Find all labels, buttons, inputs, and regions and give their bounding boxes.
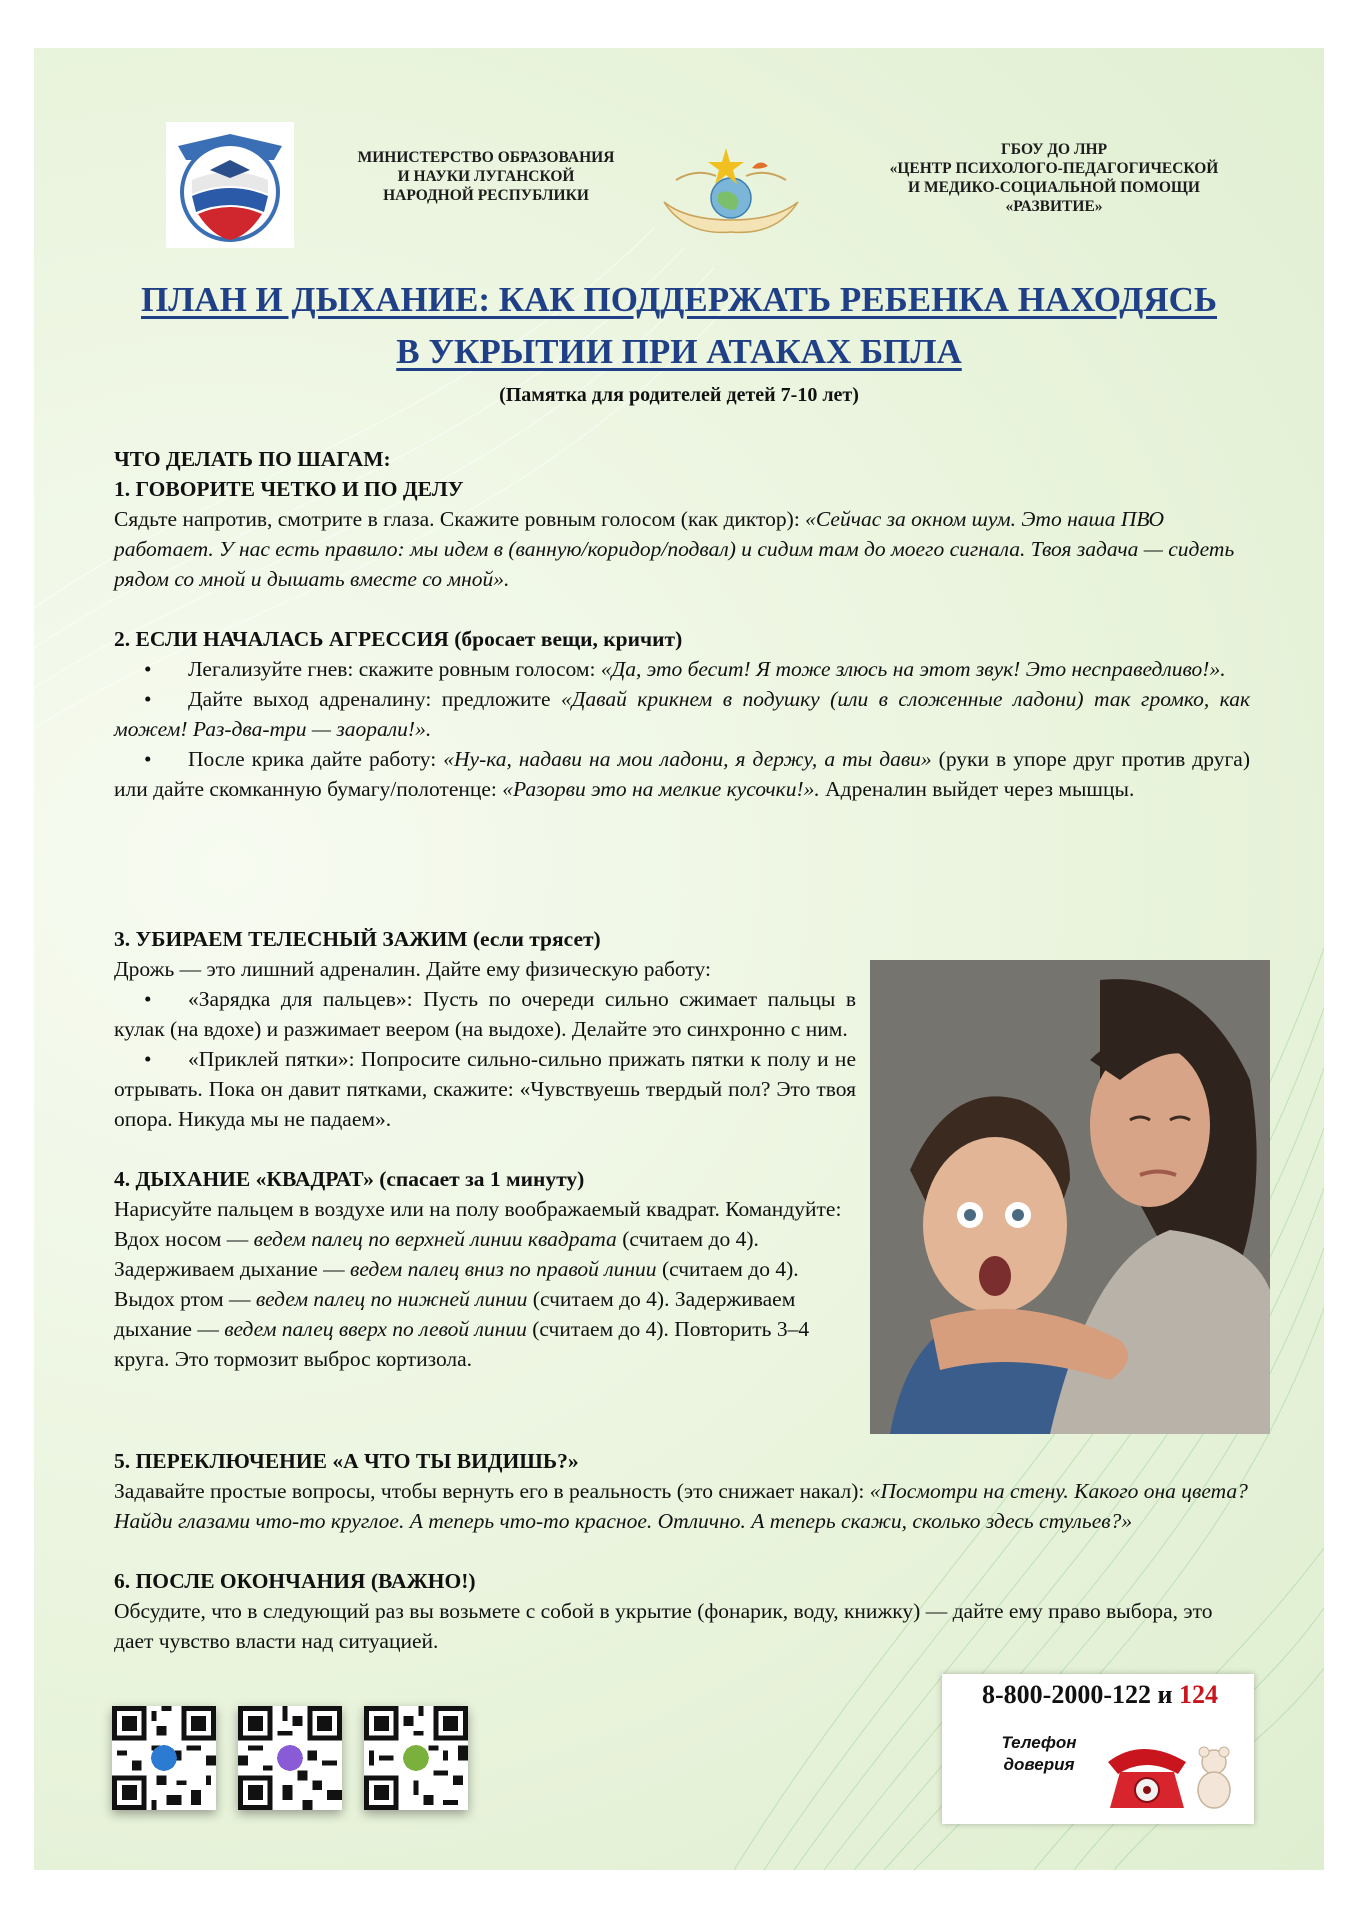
qr-site-icon[interactable] xyxy=(364,1706,468,1810)
hotline-label: Телефон доверия xyxy=(1001,1733,1077,1774)
section-1-heading: 1. ГОВОРИТЕ ЧЕТКО И ПО ДЕЛУ xyxy=(114,477,464,501)
section-5-heading: 5. ПЕРЕКЛЮЧЕНИЕ «А ЧТО ТЫ ВИДИШЬ?» xyxy=(114,1449,579,1473)
section-3-bullet-1: • «Зарядка для пальцев»: Пусть по очереди сильно сжимает пальцы в кулак (на вдохе) и разжимает веером (на выдохе). Делайте это синхронно с ним. xyxy=(114,987,856,1041)
section-6-text: Обсудите, что в следующий раз вы возьмете с собой в укрытие (фонарик, воду, книжку) — дайте ему право выбора, это дает чувство власти над ситуацией. xyxy=(114,1599,1213,1653)
ministry-name: МИНИСТЕРСТВО ОБРАЗОВАНИЯ И НАУКИ ЛУГАНСКОЙ НАРОДНОЙ РЕСПУБЛИКИ xyxy=(357,149,615,204)
section-2-bullet-3: • После крика дайте работу: «Ну-ка, надави на мои ладони, я держу, а ты дави» (руки в упоре друг против друга) или дайте скомканную бумагу/полотенце: «Разорви это на мелкие кусочки!». Адреналин выйдет через мышцы. xyxy=(114,747,1250,801)
mother-child-photo xyxy=(870,960,1270,1434)
sections-top xyxy=(114,444,1250,804)
section-2-bullet-2: • Дайте выход адреналину: предложите «Давай крикнем в подушку (или в сложенные ладони) так громко, как можем! Раз-два-три — заорали!». xyxy=(114,687,1250,741)
section-5-text: Задавайте простые вопросы, чтобы вернуть его в реальность (это снижает накал): «Посмотри на стену. Какого она цвета? Найди глазами что-то круглое. А теперь что-то красное. Отлично. А теперь скажи, сколько здесь стульев?» xyxy=(114,1479,1248,1533)
center-organization-name: ГБОУ ДО ЛНР «ЦЕНТР ПСИХОЛОГО-ПЕДАГОГИЧЕСКОЙ И МЕДИКО-СОЦИАЛЬНОЙ ПОМОЩИ «РАЗВИТИЕ» xyxy=(889,141,1219,215)
page-title: ПЛАН И ДЫХАНИЕ: КАК ПОДДЕРЖАТЬ РЕБЕНКА НАХОДЯСЬ В УКРЫТИИ ПРИ АТАКАХ БПЛА xyxy=(141,280,1217,371)
page-subtitle: (Памятка для родителей детей 7-10 лет) xyxy=(499,384,859,406)
qr-max-icon[interactable] xyxy=(238,1706,342,1810)
section-4-text: Нарисуйте пальцем в воздухе или на полу воображаемый квадрат. Командуйте: Вдох носом — ведем палец по верхней линии квадрата (считаем до 4). Задерживаем дыхание — ведем палец вниз по правой линии (считаем до 4). Выдох ртом — ведем палец по нижней линии (считаем до 4). Задерживаем дыхание — ведем палец вверх по левой линии (считаем до 4). Повторить 3–4 круга. Это тормозит выброс кортизола. xyxy=(114,1197,842,1371)
section-3-bullet-2: • «Приклей пятки»: Попросите сильно-сильно прижать пятки к полу и не отрывать. Пока он давит пятками, скажите: «Чувствуешь твердый пол? Это твоя опора. Никуда мы не падаем». xyxy=(114,1047,856,1131)
section-6-heading: 6. ПОСЛЕ ОКОНЧАНИЯ (ВАЖНО!) xyxy=(114,1569,476,1593)
sections-bottom xyxy=(114,1446,1250,1656)
intro-heading: ЧТО ДЕЛАТЬ ПО ШАГАМ: xyxy=(114,447,391,471)
section-4-heading: 4. ДЫХАНИЕ «КВАДРАТ» (спасает за 1 минуту) xyxy=(114,1167,585,1191)
section-2-heading: 2. ЕСЛИ НАЧАЛАСЬ АГРЕССИЯ (бросает вещи, кричит) xyxy=(114,627,683,651)
ministry-emblem-icon xyxy=(164,120,296,250)
leaflet-page xyxy=(34,48,1324,1870)
section-3-intro: Дрожь — это лишний адреналин. Дайте ему физическую работу: xyxy=(114,957,711,981)
telephone-icon xyxy=(1102,1732,1242,1816)
section-1-text: Сядьте напротив, смотрите в глаза. Скажите ровным голосом (как диктор): «Сейчас за окном шум. Это наша ПВО работает. У нас есть правило: мы идем в (ванную/коридор/подвал) и сидим там до моего сигнала. Твоя задача — сидеть рядом со мной и дышать вместе со мной». xyxy=(114,507,1235,591)
hands-globe-logo-icon xyxy=(656,140,806,240)
sections-middle xyxy=(114,924,856,1374)
qr-vk-icon[interactable] xyxy=(112,1706,216,1810)
hotline-number[interactable]: 8-800-2000-122 и 124 xyxy=(982,1680,1218,1709)
section-3-heading: 3. УБИРАЕМ ТЕЛЕСНЫЙ ЗАЖИМ (если трясет) xyxy=(114,927,601,951)
section-2-bullet-1: • Легализуйте гнев: скажите ровным голосом: «Да, это бесит! Я тоже злюсь на этот звук! Это несправедливо!». xyxy=(144,657,1226,681)
